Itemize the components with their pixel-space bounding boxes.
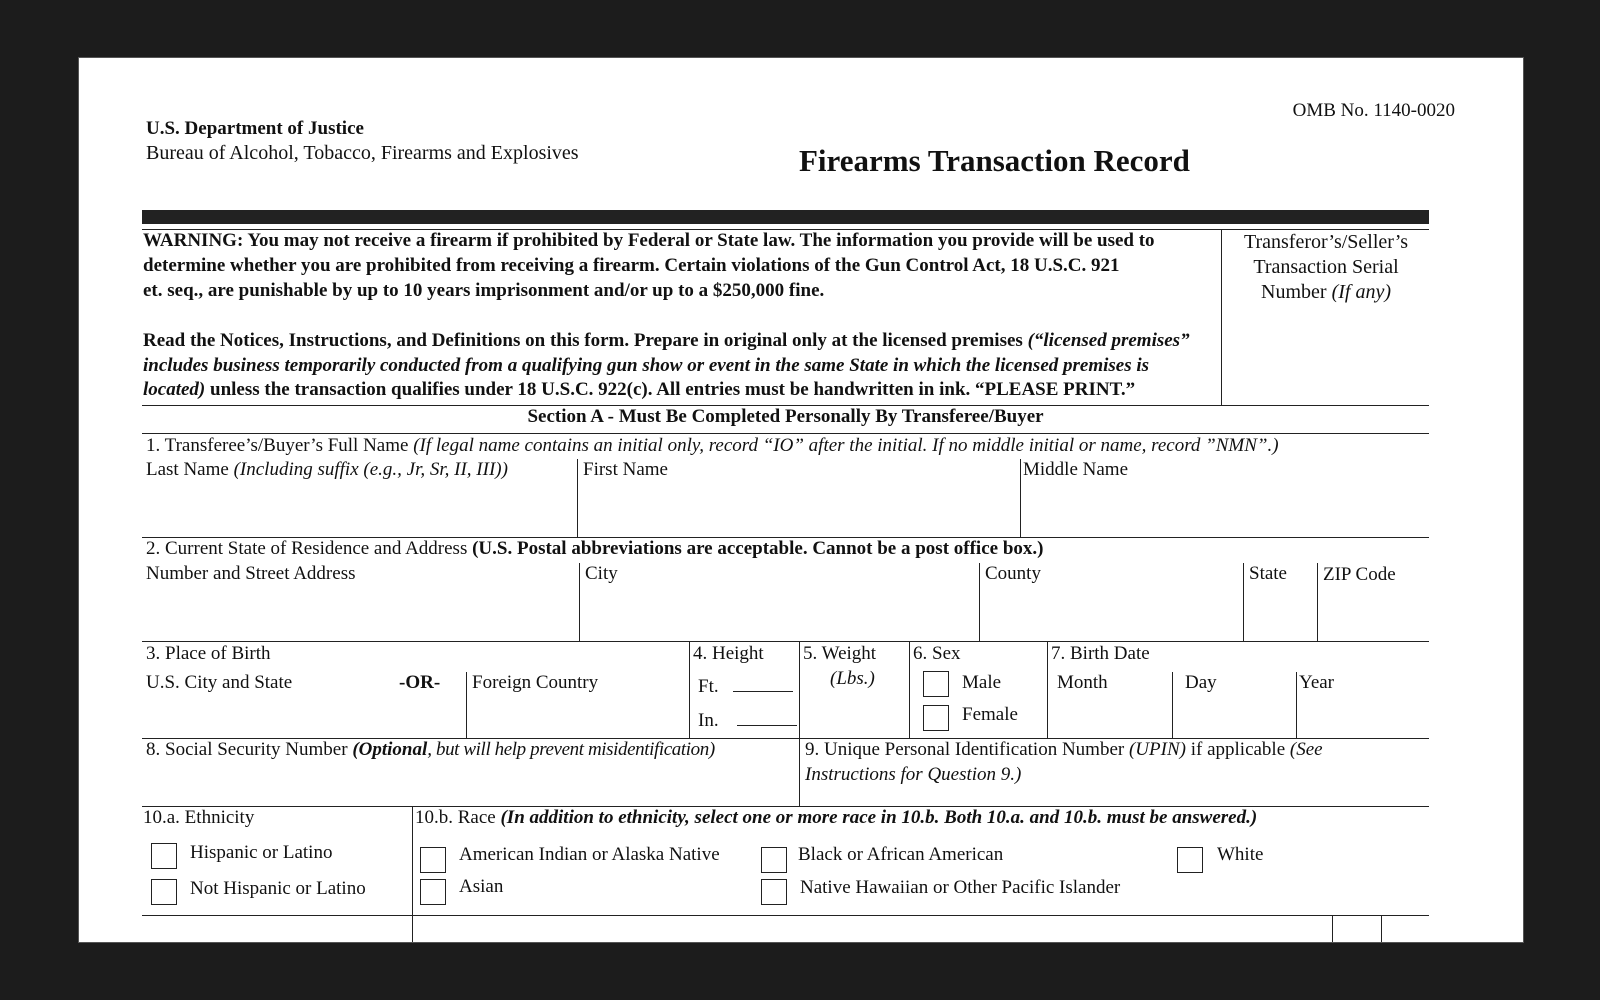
asian-checkbox[interactable] <box>420 879 446 905</box>
us-city-state-field[interactable]: U.S. City and State <box>146 672 293 693</box>
asian-label: Asian <box>459 876 504 897</box>
or-separator: -OR- <box>399 672 441 693</box>
header-rule <box>142 210 1429 224</box>
height-label: 4. Height <box>693 643 764 664</box>
height-feet-field[interactable]: Ft. <box>698 675 793 698</box>
hispanic-checkbox[interactable] <box>151 843 177 869</box>
not-hispanic-checkbox[interactable] <box>151 879 177 905</box>
male-label: Male <box>962 672 1002 693</box>
white-checkbox[interactable] <box>1177 847 1203 873</box>
birth-date-label: 7. Birth Date <box>1051 643 1150 664</box>
pacific-islander-checkbox[interactable] <box>761 879 787 905</box>
serial-number-box[interactable]: Transferor’s/Seller’s Transaction Serial Number (If any) <box>1243 231 1409 303</box>
birth-day-field[interactable]: Day <box>1185 672 1217 693</box>
male-checkbox[interactable] <box>923 671 949 697</box>
page-title: Firearms Transaction Record <box>799 143 1190 178</box>
birth-month-field[interactable]: Month <box>1057 672 1108 693</box>
sex-label: 6. Sex <box>913 643 961 664</box>
white-label: White <box>1217 844 1264 865</box>
upin-instructions: Instructions for Question 9.) <box>805 764 1022 785</box>
foreign-country-field[interactable]: Foreign Country <box>472 672 599 693</box>
first-name-field[interactable]: First Name <box>583 459 668 480</box>
ethnicity-label: 10.a. Ethnicity <box>143 807 255 828</box>
height-inches-field[interactable]: In. <box>698 709 797 732</box>
hispanic-label: Hispanic or Latino <box>190 842 333 863</box>
zip-code-field[interactable]: ZIP Code <box>1323 564 1396 585</box>
q3-heading: 3. Place of Birth <box>146 643 271 664</box>
upin-field[interactable]: 9. Unique Personal Identification Number (UPIN) if applicable (See <box>805 739 1323 760</box>
q2-heading: 2. Current State of Residence and Address (U.S. Postal abbreviations are acceptable. Cannot be a post office box.) <box>146 538 1044 559</box>
omb-number: OMB No. 1140-0020 <box>1292 100 1455 121</box>
county-field[interactable]: County <box>985 563 1041 584</box>
section-a-heading: Section A - Must Be Completed Personally By Transferee/Buyer <box>527 406 1044 427</box>
not-hispanic-label: Not Hispanic or Latino <box>190 878 366 899</box>
weight-unit: (Lbs.) <box>830 668 875 689</box>
bureau-name: Bureau of Alcohol, Tobacco, Firearms and Explosives <box>146 142 579 164</box>
female-checkbox[interactable] <box>923 705 949 731</box>
form-page: OMB No. 1140-0020 U.S. Department of Justice Bureau of Alcohol, Tobacco, Firearms and Explosives Firearms Transaction Record WARNING: You may not receive a firearm if prohibited by Federal or State law. The information you provide will be used to determine whether you are prohibited from receiving a firearm. Certain violations of the Gun Control Act, 18 U.S.C. 921 et. seq., are punishable by up to 10 years imprisonment and/or up to a $250,000 fine. Read the Notices, Instructions, and Definitions on this form. Prepare in original only at the licensed premises (“licensed premises” includes business temporarily conducted from a qualifying gun show or event in the same State in which the licensed premises is located) unless the transaction qualifies under 18 U.S.C. 922(c). All entries must be handwritten in ink. “PLEASE PRINT.” Transferor’s/Seller’s Transaction Serial Number (If any) Section A - Must Be Completed Personally By Transferee/Buyer 1. Transferee’s/Buyer’s Full Name (If legal name contains an initial only, record “IO” after the initial. If no middle initial or name, record ”NMN”.) Last Name (Including suffix (e.g., Jr, Sr, II, III)) First Name Middle Name 2. Current State of Residence and Address (U.S. Postal abbreviations are acceptable. Cannot be a post office box.) Number and Street Address City County State ZIP Code 3. Place of Birth U.S. City and State -OR- Foreign Country 4. Height Ft. In. 5. Weight (Lbs.) 6. Sex Male Female 7. Birth Date Month Day Year 8. Social Security Number (Optional, but will help prevent misidentification) 9. Unique Personal Identification Number (UPIN) if applicable (See Instructions for Question 9.) 10.a. Ethnicity Hispanic or Latino Not Hispanic or Latino 10.b. Race (In addition to ethnicity, select one or more race in 10.b. Both 10.a. and 10.b. must be answered.) American Indian or Alaska Native Black or African American White Asian Native Hawaiian or Other Pacific Islander <box>78 57 1524 943</box>
black-label: Black or African American <box>798 844 1004 865</box>
ssn-field[interactable]: 8. Social Security Number (Optional, but will help prevent misidentification) <box>146 739 715 760</box>
q1-heading: 1. Transferee’s/Buyer’s Full Name (If legal name contains an initial only, record “IO” after the initial. If no middle initial or name, record ”NMN”.) <box>146 435 1279 456</box>
black-checkbox[interactable] <box>761 847 787 873</box>
department-name: U.S. Department of Justice <box>146 118 364 139</box>
american-indian-label: American Indian or Alaska Native <box>459 844 720 865</box>
city-field[interactable]: City <box>585 563 618 584</box>
pacific-islander-label: Native Hawaiian or Other Pacific Islander <box>800 877 1121 898</box>
race-label: 10.b. Race (In addition to ethnicity, select one or more race in 10.b. Both 10.a. and 10.b. must be answered.) <box>415 807 1258 828</box>
street-address-field[interactable]: Number and Street Address <box>146 563 356 584</box>
weight-label: 5. Weight <box>803 643 877 664</box>
female-label: Female <box>962 704 1018 725</box>
state-field[interactable]: State <box>1249 563 1287 584</box>
last-name-field[interactable]: Last Name (Including suffix (e.g., Jr, Sr, II, III)) <box>146 459 508 480</box>
birth-year-field[interactable]: Year <box>1299 672 1335 693</box>
middle-name-field[interactable]: Middle Name <box>1023 459 1129 480</box>
american-indian-checkbox[interactable] <box>420 847 446 873</box>
